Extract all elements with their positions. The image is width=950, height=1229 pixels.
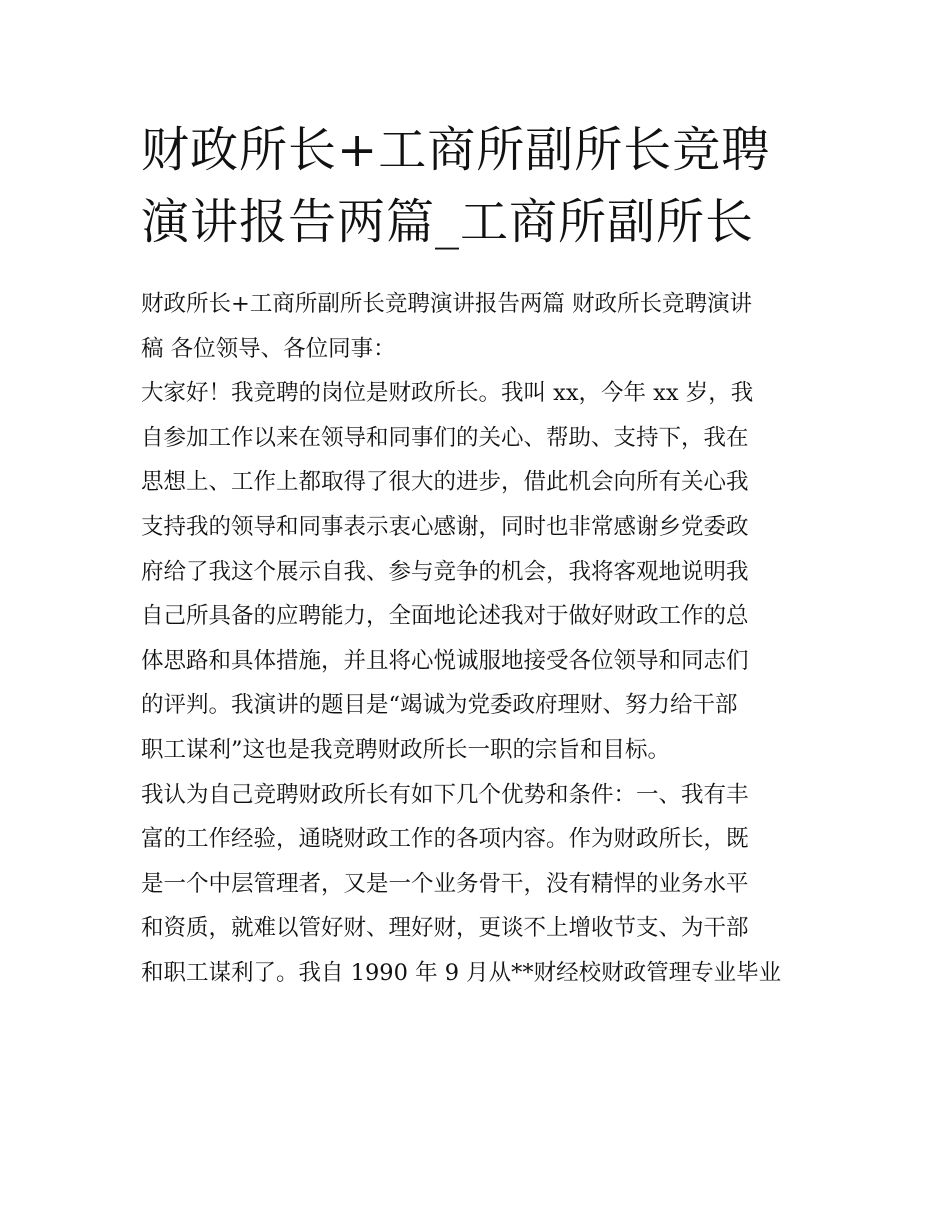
document-body — [141, 282, 821, 996]
body-line: 富的工作经验，通晓财政工作的各项内容。作为财政所长，既 — [141, 826, 749, 853]
body-line: 思想上、工作上都取得了很大的进步，借此机会向所有关心我 — [141, 469, 749, 496]
body-line: 自参加工作以来在领导和同事们的关心、帮助、支持下，我在 — [141, 424, 749, 451]
title-line-2: 演讲报告两篇_工商所副所长 — [141, 194, 755, 250]
body-line: 稿 各位领导、各位同事： — [141, 335, 396, 362]
body-line: 财政所长+工商所副所长竞聘演讲报告两篇 财政所长竞聘演讲 — [141, 291, 753, 317]
body-line: 和职工谋利了。我自 1990 年 9 月从**财经校财政管理专业毕业 — [141, 959, 782, 986]
document-title — [141, 114, 821, 258]
body-line: 府给了我这个展示自我、参与竞争的机会，我将客观地说明我 — [141, 558, 749, 585]
body-line: 和资质，就难以管好财、理好财，更谈不上增收节支、为干部 — [141, 915, 749, 942]
body-line: 的评判。我演讲的题目是“竭诚为党委政府理财、努力给干部 — [141, 692, 738, 719]
title-line-1: 财政所长+工商所副所长竞聘 — [141, 122, 771, 178]
body-line: 职工谋利”这也是我竞聘财政所长一职的宗旨和目标。 — [141, 736, 671, 763]
body-line: 自己所具备的应聘能力，全面地论述我对于做好财政工作的总 — [141, 603, 749, 630]
body-line: 体思路和具体措施，并且将心悦诚服地接受各位领导和同志们 — [141, 647, 749, 674]
body-line: 是一个中层管理者，又是一个业务骨干，没有精悍的业务水平 — [141, 870, 749, 897]
body-line: 我认为自己竞聘财政所长有如下几个优势和条件：一、我有丰 — [141, 781, 749, 808]
body-line: 大家好！我竞聘的岗位是财政所长。我叫 xx，今年 xx 岁，我 — [141, 380, 754, 407]
body-line: 支持我的领导和同事表示衷心感谢，同时也非常感谢乡党委政 — [141, 513, 749, 540]
